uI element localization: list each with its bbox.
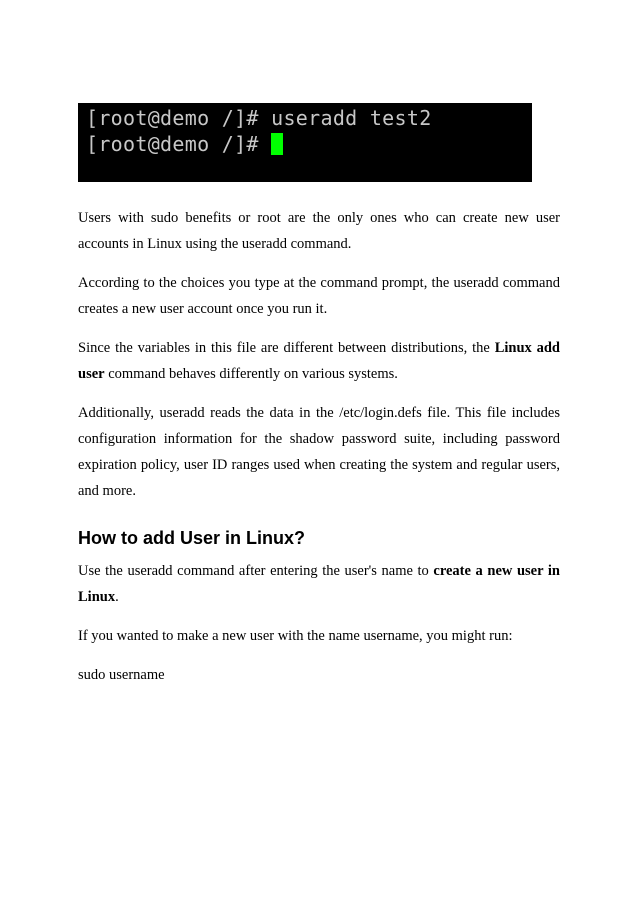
paragraph-create-user	[78, 558, 560, 610]
terminal-line-1: [root@demo /]# useradd test2	[86, 106, 432, 130]
paragraph-sudo-benefits: Users with sudo benefits or root are the only ones who can create new user accounts in Linux using the useradd command.	[78, 210, 560, 252]
paragraph-create-user-text-b: .	[115, 589, 119, 605]
bold-linux-add-user: Linux add user	[78, 340, 560, 382]
section-heading: How to add User in Linux?	[78, 528, 306, 548]
paragraph-variables	[78, 335, 560, 387]
paragraph-useradd-choices: According to the choices you type at the command prompt, the useradd command creates a new user account once you run it.	[78, 275, 560, 317]
terminal-cursor	[271, 133, 283, 155]
document-body	[78, 205, 560, 701]
paragraph-login-defs: Additionally, useradd reads the data in the /etc/login.defs file. This file includes configuration information for the shadow password suite, including password expiration policy, user ID ranges used when creating the system and regular users, and more.	[78, 405, 560, 499]
paragraph-example-command: sudo username	[78, 667, 165, 683]
terminal-line-2	[86, 131, 532, 157]
paragraph-variables-text-a: Since the variables in this file are different between distributions, the	[78, 340, 495, 356]
paragraph-variables-text-b: command behaves differently on various systems.	[104, 366, 398, 382]
terminal-screenshot	[78, 103, 532, 182]
paragraph-example-intro: If you wanted to make a new user with the name username, you might run:	[78, 628, 513, 644]
bold-create-new-user: create a new user in Linux	[78, 563, 560, 605]
paragraph-create-user-text-a: Use the useradd command after entering the user's name to	[78, 563, 434, 579]
terminal-prompt: [root@demo /]#	[86, 132, 259, 156]
